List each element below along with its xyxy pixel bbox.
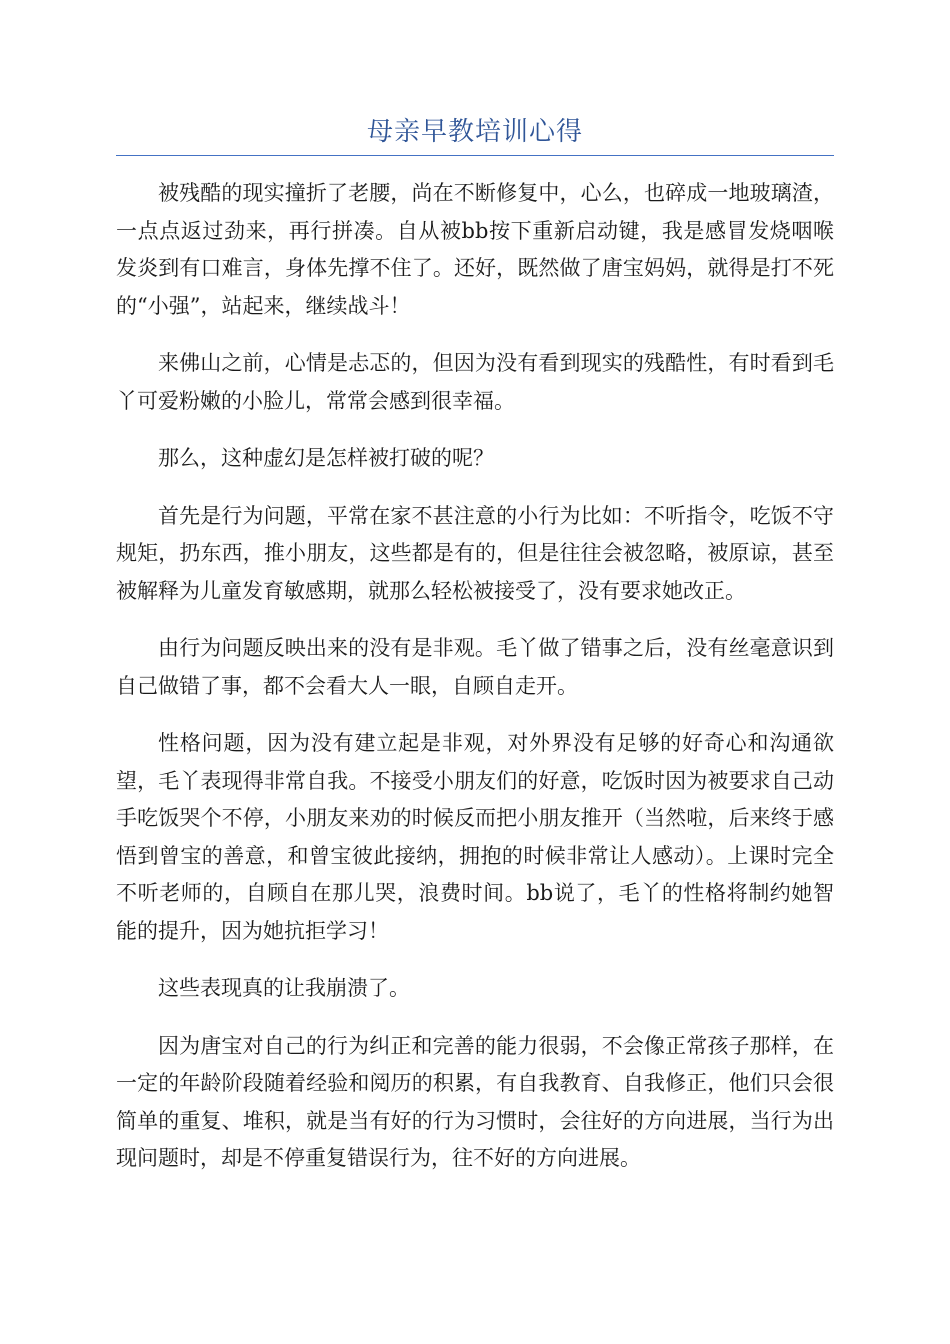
paragraph-6: 性格问题，因为没有建立起是非观，对外界没有足够的好奇心和沟通欲望，毛丫表现得非常自我。不接受小朋友们的好意，吃饭时因为被要求自己动手吃饭哭个不停，小朋友来劝的时候反而把小朋友推开（当然啦，后来终于感悟到曾宝的善意，和曾宝彼此接纳，拥抱的时候非常让人感动）。上课时完全不听老师的，自顾自在那儿哭，浪费时间。bb说了，毛丫的性格将制约她智能的提升，因为她抗拒学习！: [116, 731, 834, 943]
paragraph-7: 这些表现真的让我崩溃了。: [158, 976, 410, 1000]
paragraph-2: 来佛山之前，心情是忐忑的，但因为没有看到现实的残酷性，有时看到毛丫可爱粉嫩的小脸儿，常常会感到很幸福。: [116, 351, 834, 413]
document-title: 母亲早教培训心得: [366, 117, 583, 147]
paragraph-8: 因为唐宝对自己的行为纠正和完善的能力很弱，不会像正常孩子那样，在一定的年龄阶段随着经验和阅历的积累，有自我教育、自我修正，他们只会很简单的重复、堆积，就是当有好的行为习惯时，会往好的方向进展，当行为出现问题时，却是不停重复错误行为，往不好的方向进展。: [116, 1033, 834, 1170]
paragraph-3: 那么，这种虚幻是怎样被打破的呢？: [158, 446, 494, 470]
paragraph-4: 首先是行为问题，平常在家不甚注意的小行为比如：不听指令，吃饭不守规矩，扔东西，推小朋友，这些都是有的，但是往往会被忽略，被原谅，甚至被解释为儿童发育敏感期，就那么轻松被接受了，没有要求她改正。: [116, 503, 834, 603]
paragraph-5: 由行为问题反映出来的没有是非观。毛丫做了错事之后，没有丝毫意识到自己做错了事，都不会看大人一眼，自顾自走开。: [116, 636, 834, 698]
title-underline: [116, 155, 834, 156]
paragraph-1: 被残酷的现实撞折了老腰，尚在不断修复中，心么，也碎成一地玻璃渣，一点点返过劲来，再行拼凑。自从被bb按下重新启动键，我是感冒发烧咽喉发炎到有口难言，身体先撑不住了。还好，既然做了唐宝妈妈，就得是打不死的“小强”，站起来，继续战斗！: [116, 181, 834, 318]
document-body: [116, 175, 834, 1198]
